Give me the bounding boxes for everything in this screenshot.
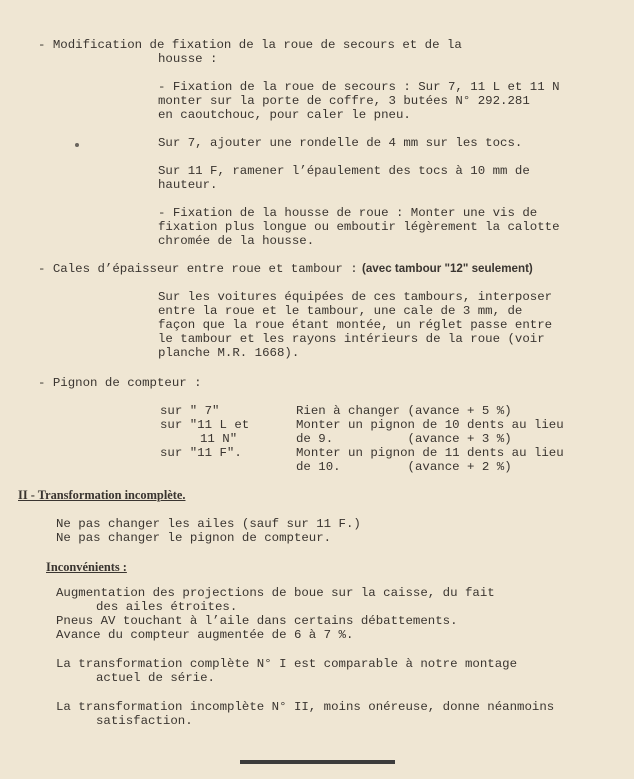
text-line: monter sur la porte de coffre, 3 butées N° 292.281 xyxy=(158,94,530,108)
text-line: planche M.R. 1668). xyxy=(158,346,300,360)
text-line: entre la roue et le tambour, une cale de 3 mm, de xyxy=(158,304,523,318)
text-line: des ailes étroites. xyxy=(96,600,238,614)
text-line: sur " 7" xyxy=(160,404,220,418)
text-line: Sur 7, ajouter une rondelle de 4 mm sur les tocs. xyxy=(158,136,523,150)
text-line: housse : xyxy=(158,52,218,66)
text-line: - Modification de fixation de la roue de secours et de la xyxy=(38,38,462,52)
text-line: fixation plus longue ou emboutir légèrement la calotte xyxy=(158,220,560,234)
text-line: le tambour et les rayons intérieurs de la roue (voir xyxy=(158,332,545,346)
text-line: - Cales d’épaisseur entre roue et tambour : xyxy=(38,262,358,276)
text-line: - Pignon de compteur : xyxy=(38,376,202,390)
text-line: Monter un pignon de 11 dents au lieu xyxy=(296,446,564,460)
text-line: sur "11 F". xyxy=(160,446,242,460)
text-line: hauteur. xyxy=(158,178,218,192)
text-line: Rien à changer (avance + 5 %) xyxy=(296,404,512,418)
text-line: chromée de la housse. xyxy=(158,234,315,248)
text-line: Avance du compteur augmentée de 6 à 7 %. xyxy=(56,628,354,642)
text-line: en caoutchouc, pour caler le pneu. xyxy=(158,108,411,122)
text-line: sur "11 L et xyxy=(160,418,250,432)
text-line: Ne pas changer le pignon de compteur. xyxy=(56,531,332,545)
ink-dot xyxy=(75,143,79,147)
text-line: de 10. (avance + 2 %) xyxy=(296,460,512,474)
text-line: (avec tambour "12" seulement) xyxy=(362,262,533,275)
text-line: - Fixation de la housse de roue : Monter une vis de xyxy=(158,206,538,220)
text-line: Pneus AV touchant à l’aile dans certains débattements. xyxy=(56,614,458,628)
text-line: - Fixation de la roue de secours : Sur 7, 11 L et 11 N xyxy=(158,80,560,94)
text-line: de 9. (avance + 3 %) xyxy=(296,432,512,446)
text-line: satisfaction. xyxy=(96,714,193,728)
text-line: Augmentation des projections de boue sur la caisse, du fait xyxy=(56,586,495,600)
section-heading: Inconvénients : xyxy=(46,560,127,574)
section-heading: II - Transformation incomplète. xyxy=(18,488,186,502)
text-line: Monter un pignon de 10 dents au lieu xyxy=(296,418,564,432)
text-line: Ne pas changer les ailes (sauf sur 11 F.) xyxy=(56,517,361,531)
text-line: Sur les voitures équipées de ces tambours, interposer xyxy=(158,290,553,304)
text-line: 11 N" xyxy=(200,432,238,446)
text-line: Sur 11 F, ramener l’épaulement des tocs à 10 mm de xyxy=(158,164,530,178)
text-line: La transformation incomplète N° II, moins onéreuse, donne néanmoins xyxy=(56,700,555,714)
closing-rule xyxy=(240,760,395,764)
text-line: façon que la roue étant montée, un réglet passe entre xyxy=(158,318,553,332)
text-line: La transformation complète N° I est comparable à notre montage xyxy=(56,657,518,671)
text-line: actuel de série. xyxy=(96,671,215,685)
